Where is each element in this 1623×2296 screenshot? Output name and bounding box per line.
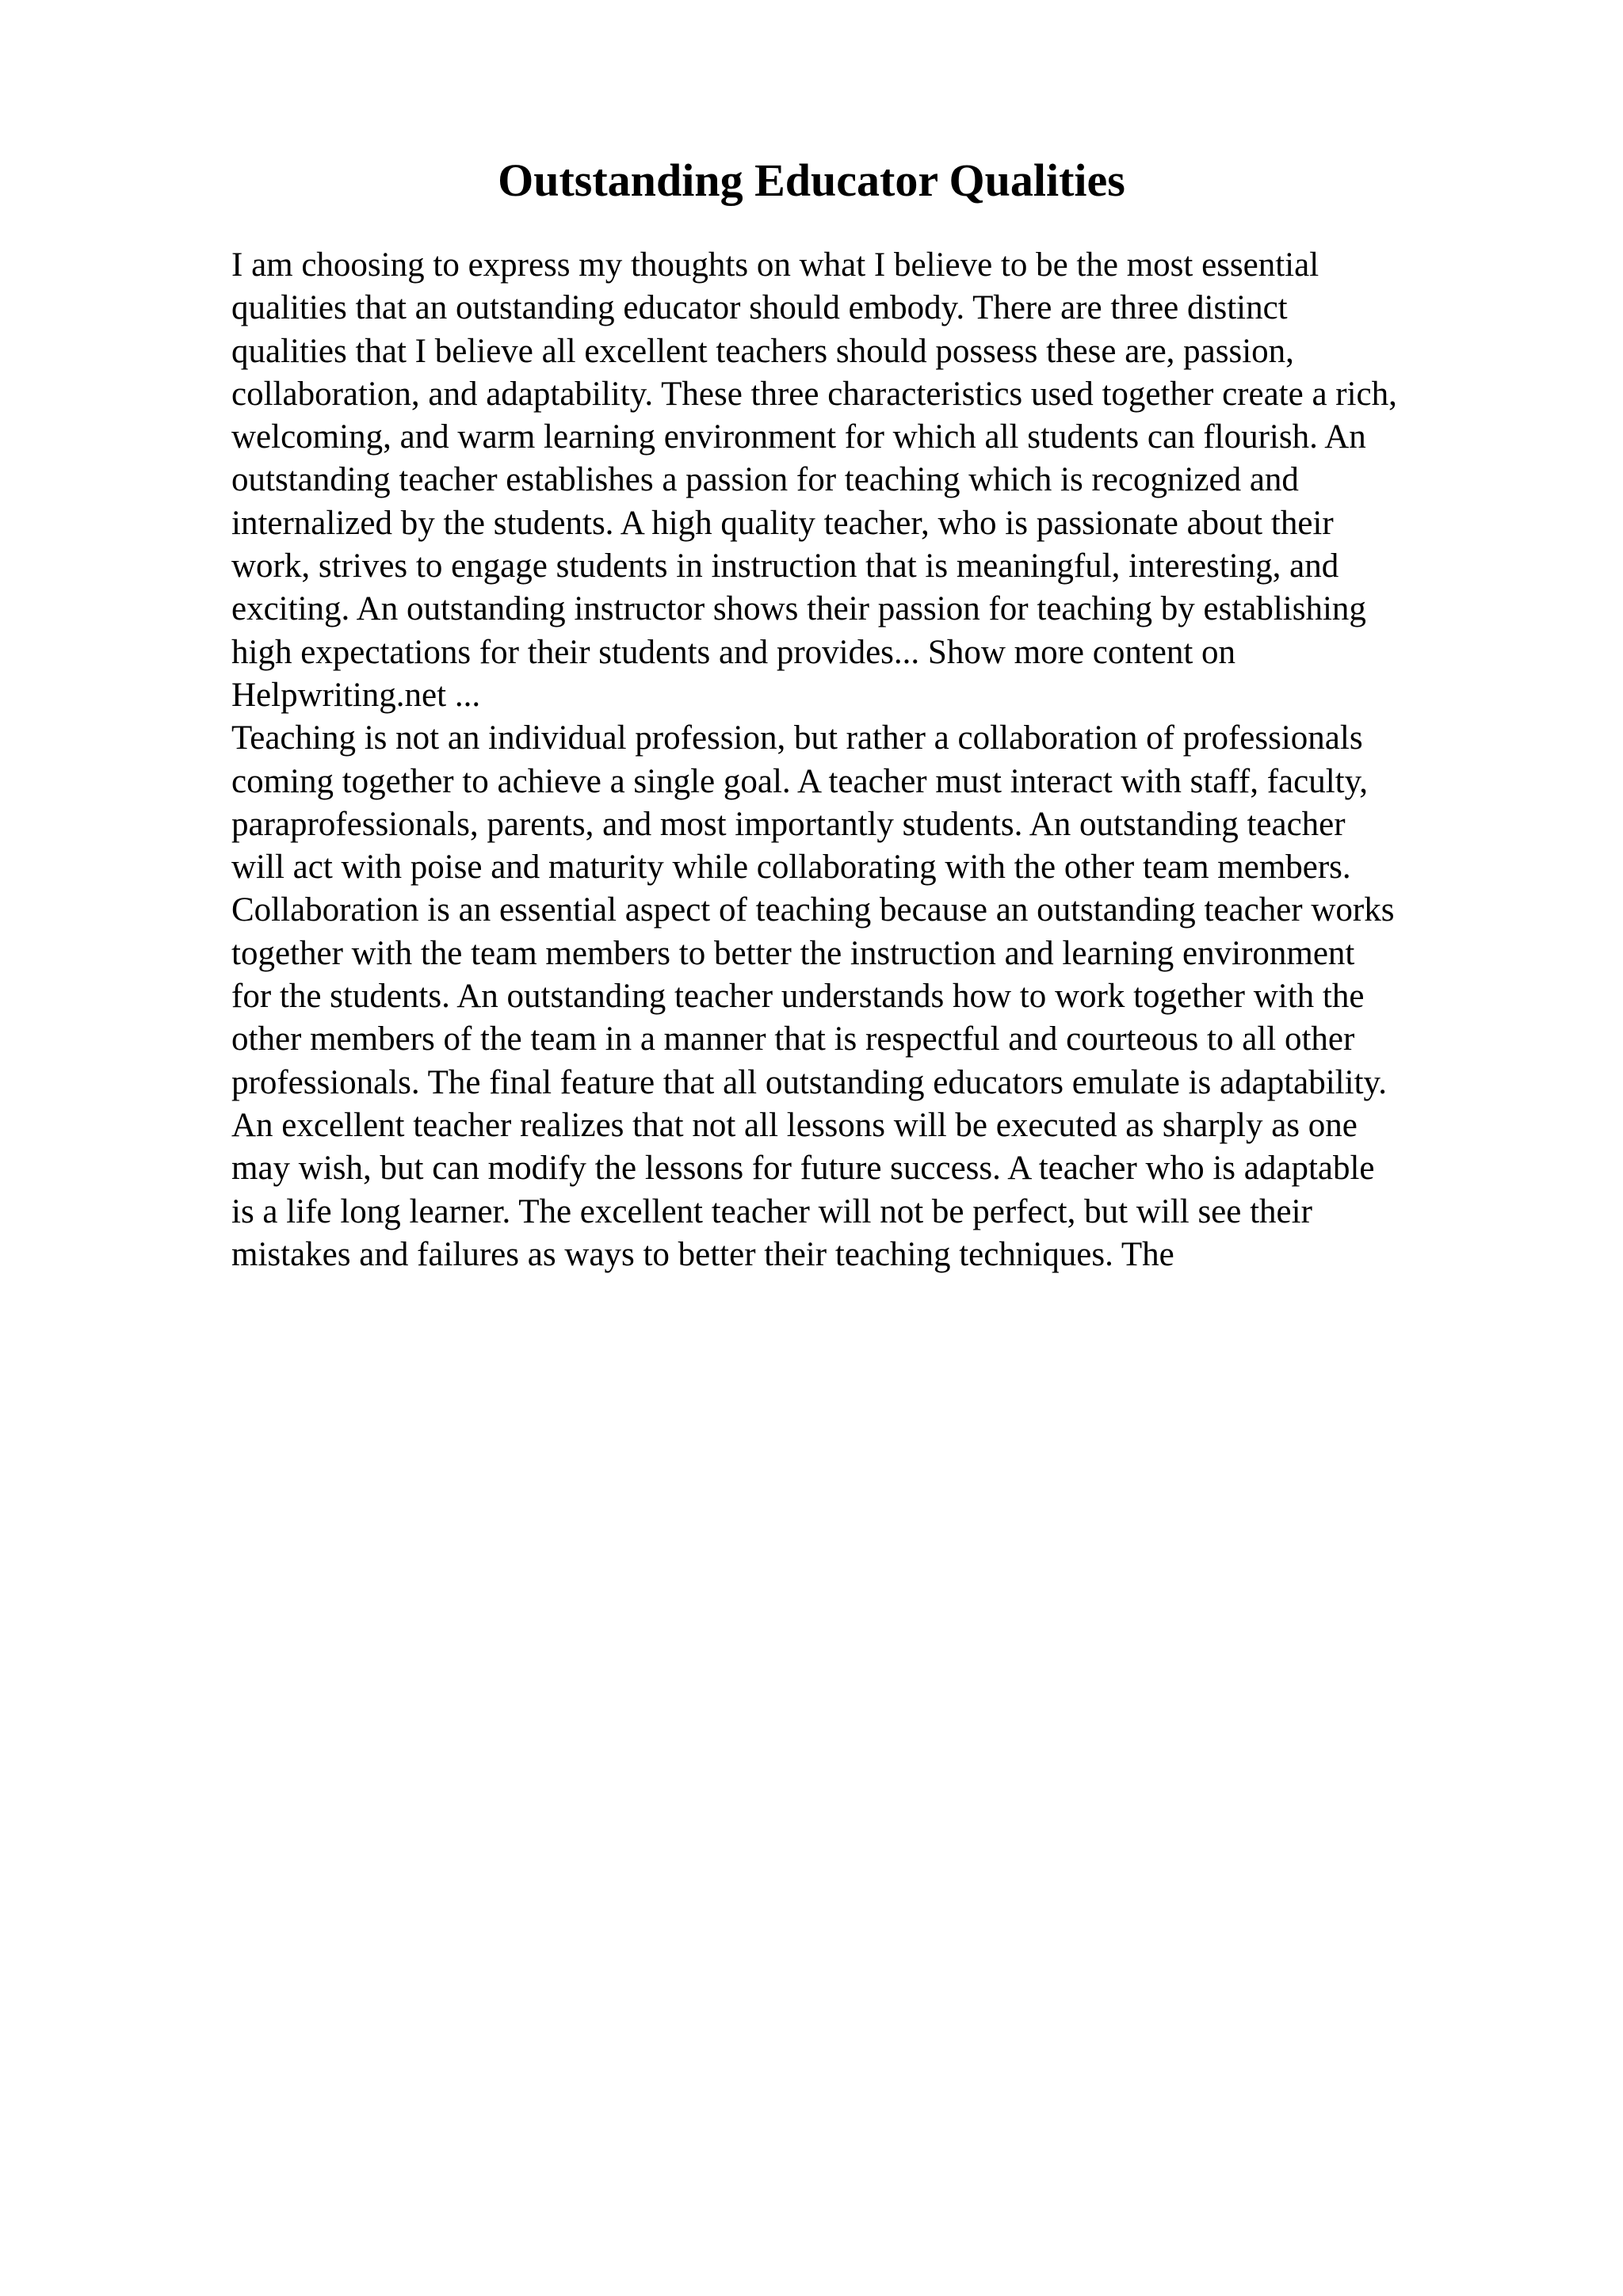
text-line: will act with poise and maturity while collaborating with the other team members. [231,849,1351,887]
text-line: Helpwriting.net ... [231,676,481,714]
text-line: other members of the team in a manner that is respectful and courteous to all other [231,1020,1355,1058]
text-line: professionals. The final feature that all outstanding educators emulate is adaptability. [231,1063,1387,1101]
text-line: Teaching is not an individual profession, but rather a collaboration of professionals [231,719,1363,757]
text-line: Collaboration is an essential aspect of teaching because an outstanding teacher works [231,891,1395,929]
text-line: qualities that I believe all excellent teachers should possess these are, passion, [231,332,1294,370]
text-line: paraprofessionals, parents, and most importantly students. An outstanding teacher [231,805,1346,843]
text-line: together with the team members to better the instruction and learning environment [231,934,1355,972]
text-line: work, strives to engage students in instruction that is meaningful, interesting, and [231,547,1339,585]
text-line: may wish, but can modify the lessons for future success. A teacher who is adaptable [231,1150,1375,1188]
text-line: internalized by the students. A high quality teacher, who is passionate about their [231,504,1334,542]
text-line: collaboration, and adaptability. These three characteristics used together create a rich, [231,375,1397,413]
text-line: An excellent teacher realizes that not all lessons will be executed as sharply as one [231,1106,1358,1144]
document-title: Outstanding Educator Qualities [498,154,1125,206]
text-line: I am choosing to express my thoughts on what I believe to be the most essential [231,246,1319,284]
text-line: for the students. An outstanding teacher understands how to work together with the [231,978,1365,1016]
text-line: coming together to achieve a single goal. A teacher must interact with staff, faculty, [231,762,1369,800]
text-line: high expectations for their students and provides... Show more content on [231,633,1236,671]
text-line: mistakes and failures as ways to better their teaching techniques. The [231,1235,1174,1273]
text-line: outstanding teacher establishes a passion for teaching which is recognized and [231,461,1299,499]
text-line: welcoming, and warm learning environment for which all students can flourish. An [231,418,1366,456]
text-line: exciting. An outstanding instructor shows their passion for teaching by establishing [231,590,1366,628]
document-body [231,244,1523,1276]
text-line: is a life long learner. The excellent teacher will not be perfect, but will see their [231,1192,1312,1230]
text-line: qualities that an outstanding educator should embody. There are three distinct [231,289,1288,327]
